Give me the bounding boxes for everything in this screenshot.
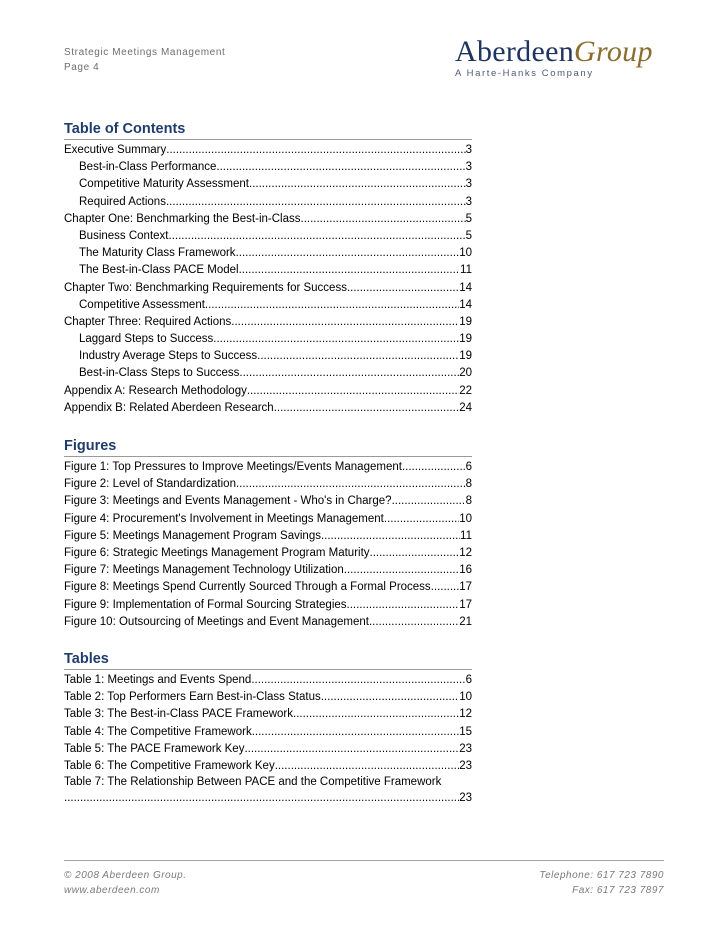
table-entry[interactable]: [64, 706, 472, 723]
dot-leader: [301, 211, 466, 228]
table-of-contents-section: [64, 120, 472, 417]
dot-leader: [392, 493, 466, 510]
toc-entry-label: Chapter One: Benchmarking the Best-in-Class: [64, 212, 301, 225]
dot-leader: [347, 280, 459, 297]
dot-leader: [205, 297, 459, 314]
toc-entry[interactable]: [64, 297, 472, 314]
tables-title: Tables: [64, 651, 109, 667]
toc-entry-page: 17: [459, 581, 472, 594]
toc-entry-wrapped[interactable]: [64, 775, 472, 807]
dot-leader: [369, 614, 459, 631]
toc-entry-page: 19: [459, 315, 472, 328]
dot-leader: [257, 348, 459, 365]
figure-entry[interactable]: [64, 614, 472, 631]
toc-entry-page: 11: [460, 529, 472, 542]
table-entry[interactable]: [64, 724, 472, 741]
toc-entry-label: Figure 6: Strategic Meetings Management Program Maturity: [64, 546, 370, 559]
toc-entry-label: Table 2: Top Performers Earn Best-in-Class Status: [64, 691, 321, 704]
dot-leader: [236, 476, 466, 493]
dot-leader: [236, 245, 460, 262]
toc-entry-label: Appendix B: Related Aberdeen Research: [64, 401, 274, 414]
toc-entry-page: 23: [459, 759, 472, 772]
figure-entry[interactable]: [64, 459, 472, 476]
toc-entry-page: 11: [460, 264, 472, 277]
dot-leader: [247, 383, 459, 400]
aberdeen-group-logo: [455, 36, 665, 79]
toc-entry-page: 23: [459, 742, 472, 755]
table-entry[interactable]: [64, 741, 472, 758]
tables-divider: [64, 669, 472, 670]
dot-leader: [231, 314, 459, 331]
toc-entry-page: 14: [459, 298, 472, 311]
toc-entry-label: Table 5: The PACE Framework Key: [64, 742, 245, 755]
toc-list: [64, 142, 472, 417]
toc-entry-page: 24: [459, 401, 472, 414]
toc-entry-page: 15: [459, 725, 472, 738]
dot-leader: [274, 400, 460, 417]
toc-entry-label: Table 3: The Best-in-Class PACE Framework: [64, 708, 294, 721]
toc-entry-label: Competitive Maturity Assessment: [79, 178, 250, 191]
footer-right: [539, 868, 664, 898]
toc-entry-label: Industry Average Steps to Success: [79, 350, 258, 363]
logo-tagline: A Harte-Hanks Company: [455, 68, 594, 79]
toc-entry-page: 5: [465, 229, 472, 242]
toc-entry-page: 6: [465, 674, 472, 686]
toc-entry-label: Executive Summary: [64, 144, 167, 156]
dot-leader: [370, 545, 460, 562]
toc-entry-label: Business Context: [79, 229, 169, 242]
dot-leader: [321, 689, 459, 706]
toc-entry-label: Figure 10: Outsourcing of Meetings and Event Management: [64, 615, 369, 628]
toc-entry-page: 22: [459, 384, 472, 397]
figure-entry[interactable]: [64, 562, 472, 579]
dot-leader: [402, 459, 466, 476]
toc-entry-label: Table 7: The Relationship Between PACE and the Competitive Framework: [64, 776, 442, 789]
toc-entry[interactable]: [64, 176, 472, 193]
toc-entry-label: The Maturity Class Framework: [79, 247, 236, 260]
toc-entry-page: 6: [465, 461, 472, 473]
toc-entry[interactable]: [64, 211, 472, 228]
toc-divider: [64, 139, 472, 140]
tables-list: [64, 672, 472, 775]
figures-title: Figures: [64, 438, 117, 454]
toc-entry[interactable]: [64, 400, 472, 417]
toc-entry-page: 3: [465, 178, 472, 191]
toc-entry-page: 3: [465, 144, 472, 156]
figures-list: [64, 459, 472, 631]
toc-entry-label: Figure 2: Level of Standardization: [64, 478, 236, 491]
toc-entry[interactable]: [64, 383, 472, 400]
toc-entry[interactable]: [64, 280, 472, 297]
dot-leader: [239, 262, 460, 279]
dot-leader: [249, 176, 466, 193]
toc-entry-page: 21: [459, 615, 472, 628]
dot-leader: [251, 672, 465, 689]
toc-entry-label: Table 1: Meetings and Events Spend: [64, 674, 252, 686]
toc-entry[interactable]: [64, 331, 472, 348]
toc-entry-label: The Best-in-Class PACE Model: [79, 264, 239, 277]
toc-entry-page: 14: [459, 281, 472, 294]
toc-entry-page: 19: [459, 333, 472, 346]
toc-entry-label: Chapter Two: Benchmarking Requirements for Success: [64, 281, 347, 294]
toc-entry-page: 3: [465, 195, 472, 208]
toc-entry-label: Best-in-Class Performance: [79, 161, 217, 174]
footer-divider: [64, 860, 664, 861]
toc-entry[interactable]: [64, 348, 472, 365]
toc-entry-label: Figure 3: Meetings and Events Management - Who's in Charge?: [64, 495, 392, 508]
telephone-text: Telephone: 617 723 7890: [539, 870, 664, 881]
figures-section: [64, 437, 472, 631]
toc-entry-page: 8: [465, 495, 472, 508]
logo-wordmark: [455, 36, 665, 68]
toc-entry-page: 5: [465, 212, 472, 225]
dot-leader: [213, 331, 459, 348]
figure-entry[interactable]: [64, 493, 472, 510]
dot-leader: [239, 365, 459, 382]
toc-entry-page: 8: [465, 478, 472, 491]
page-number: Page 4: [64, 62, 100, 73]
toc-entry-label: Appendix A: Research Methodology: [64, 384, 247, 397]
toc-entry-label: Figure 5: Meetings Management Program Savings: [64, 529, 321, 542]
figure-entry[interactable]: [64, 597, 472, 614]
table-entry[interactable]: [64, 672, 472, 689]
toc-entry-label: Figure 1: Top Pressures to Improve Meetings/Events Management: [64, 461, 402, 473]
toc-entry-label: Figure 9: Implementation of Formal Sourcing Strategies: [64, 598, 347, 611]
toc-entry[interactable]: [64, 245, 472, 262]
dot-leader: [252, 724, 460, 741]
toc-entry-label: Best-in-Class Steps to Success: [79, 367, 240, 380]
toc-entry-page: 10: [459, 247, 472, 260]
dot-leader: [169, 228, 466, 245]
figures-divider: [64, 456, 472, 457]
toc-entry-label: Chapter Three: Required Actions: [64, 315, 232, 328]
toc-entry-leader-line: [64, 790, 472, 807]
toc-entry-label: Table 6: The Competitive Framework Key: [64, 759, 275, 772]
running-header: [64, 45, 225, 75]
figure-entry[interactable]: [64, 545, 472, 562]
document-title: Strategic Meetings Management: [64, 47, 226, 58]
dot-leader: [431, 579, 460, 596]
toc-entry-page: 17: [459, 598, 472, 611]
toc-entry-label: Figure 8: Meetings Spend Currently Sourced Through a Formal Process: [64, 581, 431, 594]
dot-leader: [347, 597, 460, 614]
dot-leader: [166, 142, 465, 159]
figure-entry[interactable]: [64, 511, 472, 528]
dot-leader: [275, 758, 459, 775]
dot-leader: [166, 194, 466, 211]
figure-entry[interactable]: [64, 476, 472, 493]
dot-leader: [216, 159, 465, 176]
toc-entry-label: Figure 7: Meetings Management Technology Utilization: [64, 564, 344, 577]
toc-entry[interactable]: [64, 314, 472, 331]
logo-name-main: Aberdeen: [455, 35, 575, 68]
dot-leader: [293, 706, 459, 723]
toc-entry-page: 3: [465, 161, 472, 174]
toc-entry[interactable]: [64, 228, 472, 245]
toc-entry-page: 10: [459, 512, 472, 525]
website-link[interactable]: www.aberdeen.com: [64, 885, 160, 896]
table-entry[interactable]: [64, 758, 472, 775]
logo-name-accent: Group: [574, 35, 653, 68]
toc-entry[interactable]: [64, 365, 472, 382]
toc-entry-page: 20: [459, 367, 472, 380]
tables-section: [64, 650, 472, 807]
toc-entry-page: 16: [459, 564, 472, 577]
toc-entry-label: Table 4: The Competitive Framework: [64, 725, 252, 738]
table-entry[interactable]: [64, 689, 472, 706]
dot-leader: [321, 528, 460, 545]
dot-leader: [244, 741, 459, 758]
toc-title: Table of Contents: [64, 121, 186, 137]
toc-entry-label: Competitive Assessment: [79, 298, 205, 311]
toc-entry[interactable]: [64, 159, 472, 176]
toc-entry-label: Required Actions: [79, 195, 166, 208]
figure-entry[interactable]: [64, 528, 472, 545]
copyright-text: © 2008 Aberdeen Group.: [64, 870, 187, 881]
toc-entry-page: 12: [459, 708, 472, 721]
toc-entry-page: 10: [459, 691, 472, 704]
toc-entry-page: 19: [459, 350, 472, 363]
toc-entry[interactable]: [64, 194, 472, 211]
footer-left: [64, 868, 187, 898]
dot-leader: [344, 562, 459, 579]
figure-entry[interactable]: [64, 579, 472, 596]
toc-entry[interactable]: [64, 262, 472, 279]
toc-entry[interactable]: [64, 142, 472, 159]
toc-entry-page: 12: [459, 546, 472, 559]
toc-entry-label: Laggard Steps to Success: [79, 333, 214, 346]
dot-leader: [64, 790, 459, 807]
toc-entry-page: 23: [459, 792, 472, 805]
toc-entry-label: Figure 4: Procurement's Involvement in Meetings Management: [64, 512, 384, 525]
dot-leader: [384, 511, 459, 528]
fax-text: Fax: 617 723 7897: [572, 885, 664, 896]
